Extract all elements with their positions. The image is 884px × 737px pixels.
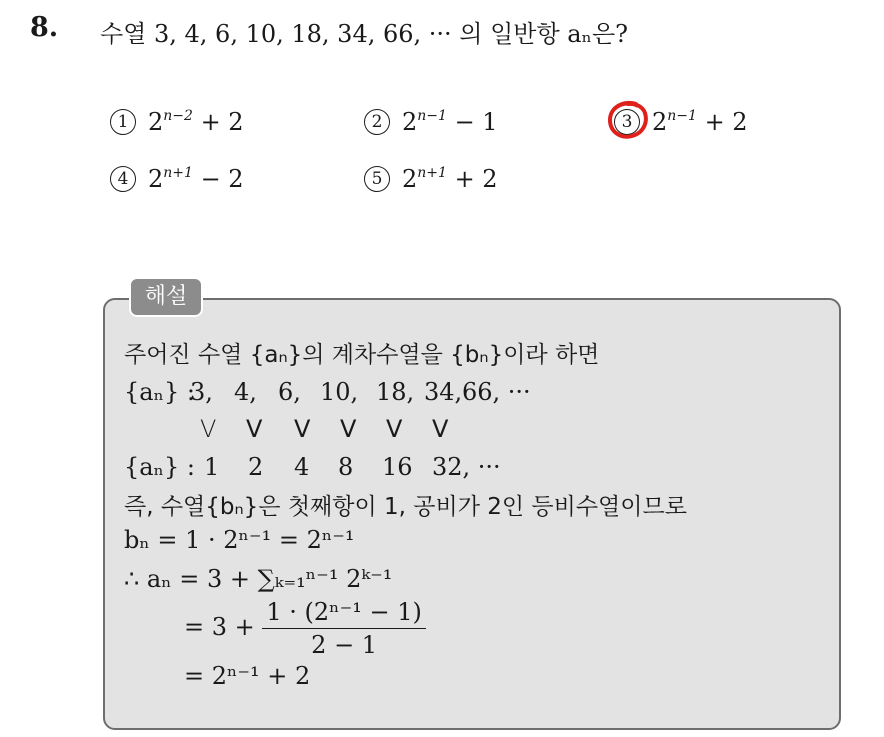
seq-b-term: 2 xyxy=(248,453,264,481)
seq-b-term: 1 xyxy=(204,453,220,481)
choice-4[interactable] xyxy=(110,165,244,193)
difference-vee: V xyxy=(432,415,449,443)
fraction-denominator: 2 − 1 xyxy=(311,631,378,659)
choice-base: 2 xyxy=(148,108,164,136)
choice-rest: + 2 xyxy=(192,108,244,136)
solution-tab: 해설 xyxy=(129,277,203,317)
fraction-line xyxy=(184,598,426,659)
seq-a-label: {aₙ} : xyxy=(124,378,195,406)
seq-a-term: 6, xyxy=(278,378,301,406)
choice-exponent: n−1 xyxy=(417,108,447,124)
answer-mark-circle xyxy=(606,99,650,141)
choice-exponent: n−2 xyxy=(163,108,193,124)
choice-2[interactable] xyxy=(364,108,498,136)
difference-vee: V xyxy=(386,415,403,443)
seq-a-term: 10, xyxy=(320,378,359,406)
seq-b-term: 4 xyxy=(294,453,310,481)
seq-b-term: 16 xyxy=(382,453,413,481)
choice-1[interactable] xyxy=(110,108,244,136)
seq-a-term: 66, ··· xyxy=(462,378,531,406)
choice-number: 1 xyxy=(110,109,136,135)
seq-a-term: 34, xyxy=(424,378,463,406)
seq-b-term: 32, ··· xyxy=(432,453,501,481)
sum-line: ∴ aₙ = 3 + ∑ₖ₌₁ⁿ⁻¹ 2ᵏ⁻¹ xyxy=(124,565,393,593)
choice-rest: − 1 xyxy=(446,108,498,136)
choice-base: 2 xyxy=(402,108,418,136)
choice-exponent: n+1 xyxy=(163,165,193,181)
choice-5[interactable] xyxy=(364,165,498,193)
question-text: 수열 3, 4, 6, 10, 18, 34, 66, ··· 의 일반항 aₙ은? xyxy=(100,20,629,48)
fraction xyxy=(262,598,425,659)
choice-base: 2 xyxy=(148,165,164,193)
seq-a-term: 4, xyxy=(234,378,257,406)
solution-intro: 주어진 수열 {aₙ}의 계차수열을 {bₙ}이라 하면 xyxy=(124,342,600,368)
seq-b-label: {aₙ} : xyxy=(124,453,195,481)
choice-number: 2 xyxy=(364,109,390,135)
fraction-numerator: 1 · (2ⁿ⁻¹ − 1) xyxy=(262,598,425,629)
choice-number: 3 xyxy=(614,109,640,135)
seq-b-term: 8 xyxy=(338,453,354,481)
seq-a-term: 3, xyxy=(190,378,213,406)
difference-vee: V xyxy=(246,415,263,443)
difference-vee: V xyxy=(294,415,311,443)
final-line: = 2ⁿ⁻¹ + 2 xyxy=(184,662,311,690)
difference-vee: V xyxy=(340,415,357,443)
choice-number: 5 xyxy=(364,166,390,192)
fraction-prefix: = 3 + xyxy=(184,613,255,641)
choice-base: 2 xyxy=(652,108,668,136)
question-number: 8. xyxy=(30,12,59,43)
seq-a-term: 18, xyxy=(376,378,415,406)
choice-exponent: n+1 xyxy=(417,165,447,181)
bn-formula: bₙ = 1 · 2ⁿ⁻¹ = 2ⁿ⁻¹ xyxy=(124,526,355,554)
difference-vee: V xyxy=(200,415,217,443)
choice-exponent: n−1 xyxy=(667,108,697,124)
choice-rest: − 2 xyxy=(192,165,244,193)
choice-rest: + 2 xyxy=(696,108,748,136)
choice-base: 2 xyxy=(402,165,418,193)
choice-number: 4 xyxy=(110,166,136,192)
choice-rest: + 2 xyxy=(446,165,498,193)
ratio-statement: 즉, 수열{bₙ}은 첫째항이 1, 공비가 2인 등비수열이므로 xyxy=(124,494,687,520)
